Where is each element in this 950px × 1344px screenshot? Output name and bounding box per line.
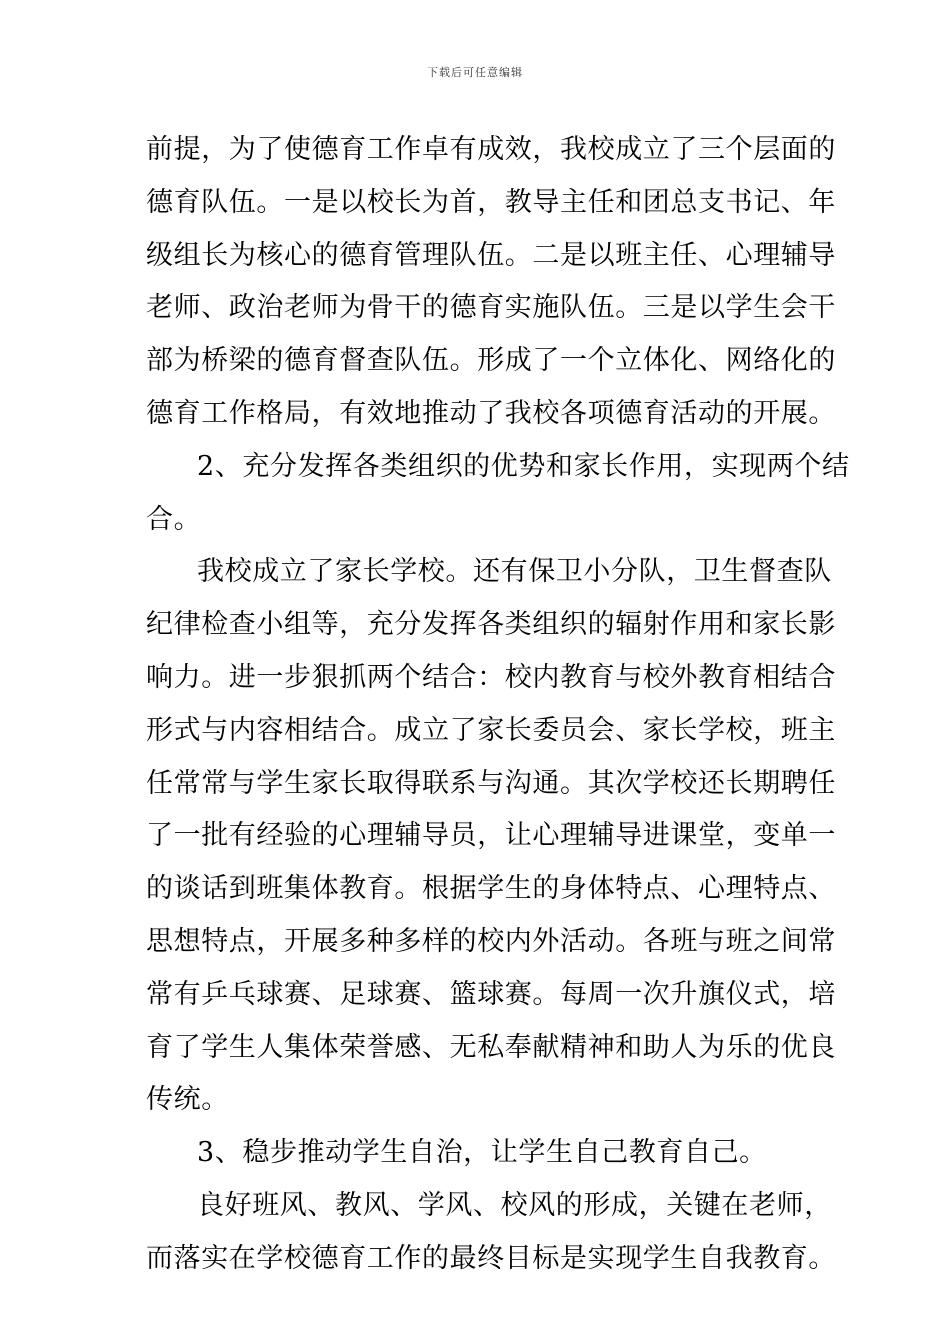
text-line: 了一批有经验的心理辅导员，让心理辅导进课堂，变单一 [146, 820, 836, 852]
text-line: 育了学生人集体荣誉感、无私奉献精神和助人为乐的优良 [146, 1031, 836, 1063]
text-line: 德育队伍。一是以校长为首，教导主任和团总支书记、年 [146, 186, 836, 218]
text-line: 前提，为了使德育工作卓有成效，我校成立了三个层面的 [146, 134, 836, 165]
text-line: 常有乒乓球赛、足球赛、篮球赛。每周一次升旗仪式，培 [146, 978, 836, 1010]
text-line: 合。 [146, 503, 202, 535]
text-line: 的谈话到班集体教育。根据学生的身体特点、心理特点、 [146, 873, 836, 905]
text-line: 老师、政治老师为骨干的德育实施队伍。三是以学生会干 [146, 292, 836, 324]
text-line: 纪律检查小组等，充分发挥各类组织的辐射作用和家长影 [146, 609, 836, 641]
text-line: 而落实在学校德育工作的最终目标是实现学生自我教育。 [146, 1242, 836, 1274]
text-line: 响力。进一步狠抓两个结合：校内教育与校外教育相结合 [146, 661, 836, 693]
paragraph-start: 良好班风、教风、学风、校风的形成，关键在老师， [197, 1189, 832, 1221]
text-line: 思想特点，开展多种多样的校内外活动。各班与班之间常 [146, 925, 836, 957]
text-line: 形式与内容相结合。成立了家长委员会、家长学校，班主 [146, 714, 836, 746]
text-line: 部为桥梁的德育督查队伍。形成了一个立体化、网络化的 [146, 345, 836, 377]
section-heading: 2、充分发挥各类组织的优势和家长作用，实现两个结 [197, 450, 850, 482]
text-line: 级组长为核心的德育管理队伍。二是以班主任、心理辅导 [146, 239, 836, 271]
text-line: 传统。 [146, 1084, 229, 1116]
document-body [146, 124, 850, 1286]
paragraph-start: 我校成立了家长学校。还有保卫小分队，卫生督查队 [197, 556, 832, 588]
text-line: 德育工作格局，有效地推动了我校各项德育活动的开展。 [146, 397, 836, 429]
page-header: 下载后可任意编辑 [427, 66, 523, 79]
text-line: 任常常与学生家长取得联系与沟通。其次学校还长期聘任 [146, 767, 836, 799]
section-heading: 3、稳步推动学生自治，让学生自己教育自己。 [197, 1137, 767, 1169]
